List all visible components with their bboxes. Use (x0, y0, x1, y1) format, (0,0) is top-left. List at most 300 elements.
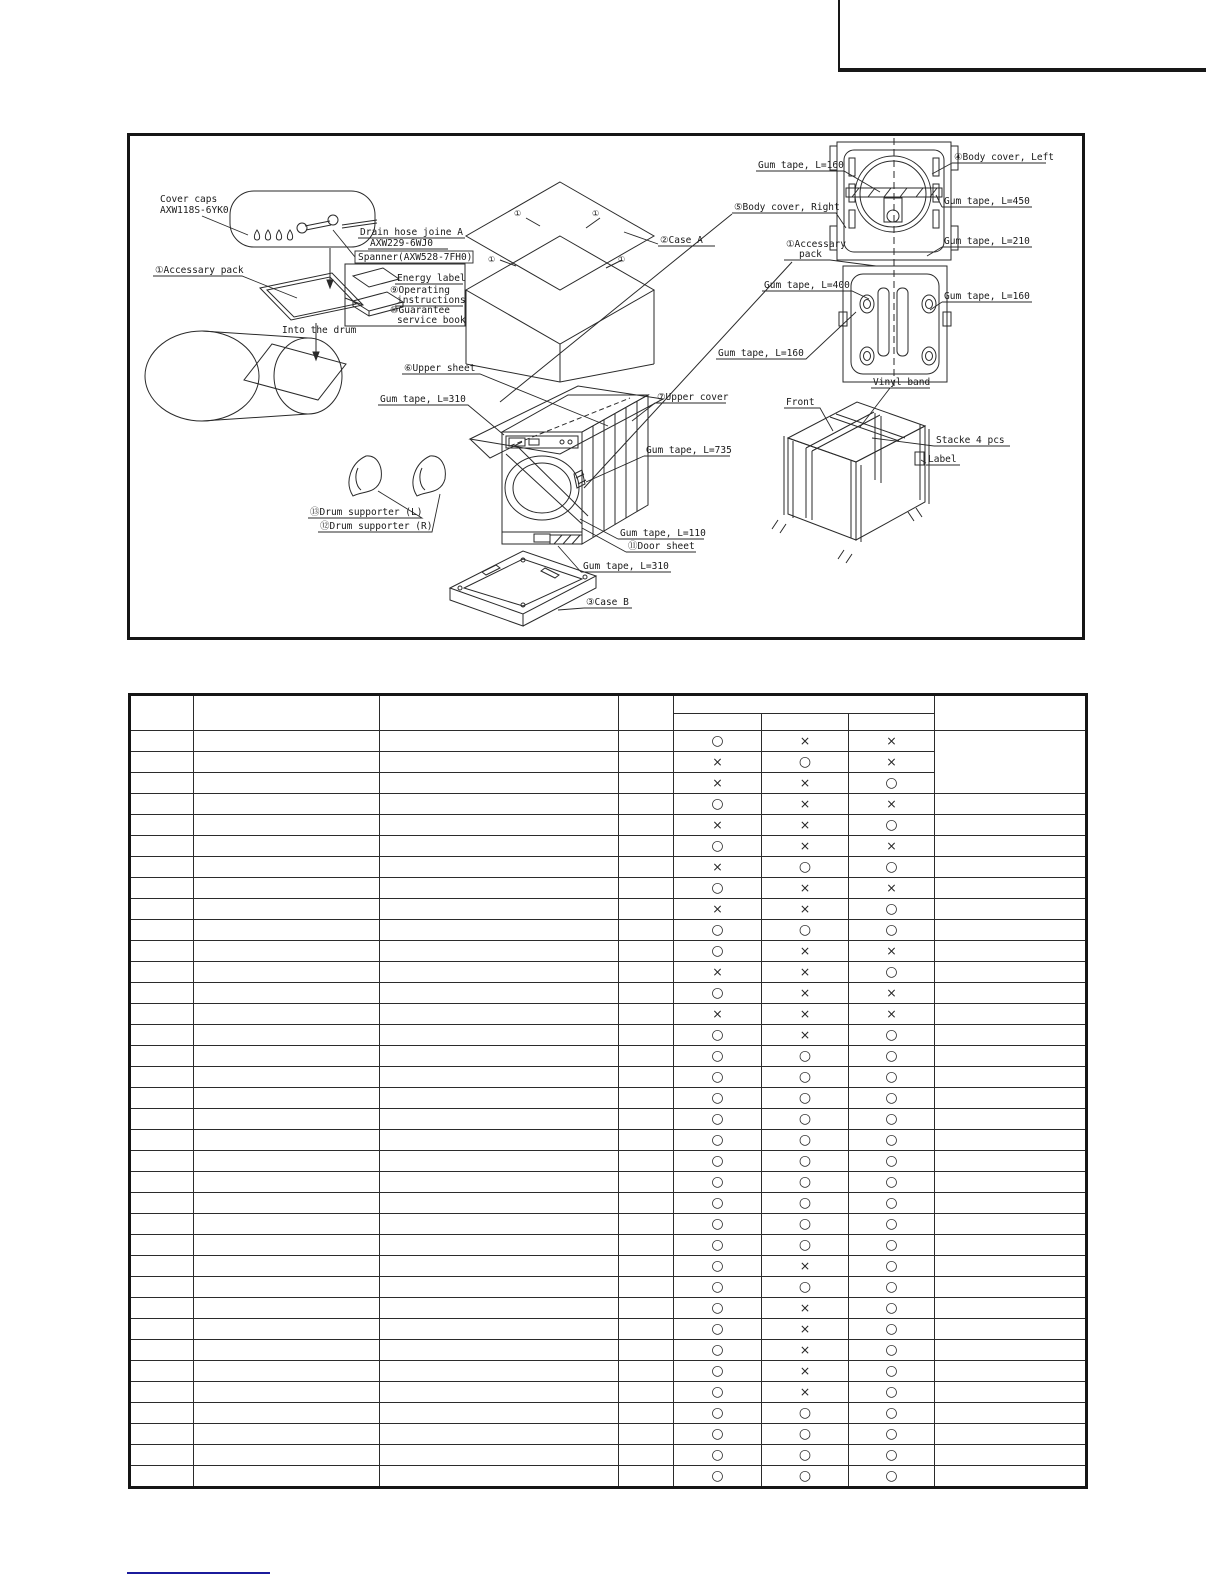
applicability-mark: ○ (762, 1466, 849, 1488)
spanner-label: Spanner(AXW528-7FH0) (358, 252, 473, 263)
table-row (130, 1424, 1087, 1445)
empty-cell (194, 1298, 380, 1319)
empty-cell (380, 752, 619, 773)
applicability-mark: ○ (849, 1193, 935, 1214)
empty-cell (619, 836, 674, 857)
empty-cell (380, 773, 619, 794)
empty-cell (380, 1193, 619, 1214)
applicability-mark: ○ (674, 1340, 762, 1361)
drain-hose-label: Drain hose joine A (360, 227, 463, 238)
applicability-mark: × (849, 1004, 935, 1025)
applicability-mark: × (674, 752, 762, 773)
applicability-mark: ○ (849, 1298, 935, 1319)
washer-drawing (470, 386, 663, 544)
empty-cell (619, 1445, 674, 1466)
applicability-mark: × (849, 731, 935, 752)
gum-tape-310-label-b: Gum tape, L=310 (583, 561, 669, 572)
case-a-drawing (466, 182, 654, 382)
empty-cell (619, 1277, 674, 1298)
vinyl-band-label: Vinyl band (873, 377, 931, 388)
empty-cell (380, 920, 619, 941)
applicability-mark: ○ (849, 1256, 935, 1277)
remark-cell (935, 878, 1087, 899)
empty-cell (194, 1424, 380, 1445)
table-row (130, 1256, 1087, 1277)
applicability-mark: × (762, 731, 849, 752)
remark-cell (935, 1298, 1087, 1319)
empty-cell (380, 1088, 619, 1109)
empty-cell (380, 1277, 619, 1298)
empty-cell (619, 1424, 674, 1445)
applicability-mark: × (674, 857, 762, 878)
table-row (130, 1445, 1087, 1466)
applicability-mark: × (674, 899, 762, 920)
applicability-mark: ○ (849, 815, 935, 836)
applicability-mark: × (849, 794, 935, 815)
remark-cell (935, 1193, 1087, 1214)
header-part-name (194, 695, 380, 731)
table-row (130, 899, 1087, 920)
empty-cell (130, 983, 194, 1004)
empty-cell (619, 1046, 674, 1067)
gum-tape-210-label: Gum tape, L=210 (944, 236, 1030, 247)
packing-diagram-panel (127, 133, 1085, 640)
empty-cell (194, 983, 380, 1004)
header-model-2 (762, 714, 849, 731)
empty-cell (194, 920, 380, 941)
empty-cell (194, 1046, 380, 1067)
empty-cell (619, 1004, 674, 1025)
into-the-drum-label: Into the drum (282, 325, 357, 336)
remark-cell (935, 1382, 1087, 1403)
applicability-mark: ○ (849, 1235, 935, 1256)
applicability-mark: ○ (849, 920, 935, 941)
applicability-mark: ○ (849, 1424, 935, 1445)
table-row (130, 1235, 1087, 1256)
packing-table-body (130, 731, 1087, 1488)
applicability-mark: ○ (849, 899, 935, 920)
table-row (130, 878, 1087, 899)
remark-cell (935, 1109, 1087, 1130)
empty-cell (619, 941, 674, 962)
applicability-mark: × (674, 962, 762, 983)
empty-cell (194, 1025, 380, 1046)
applicability-mark: ○ (674, 1067, 762, 1088)
empty-cell (130, 815, 194, 836)
remark-cell (935, 983, 1087, 1004)
empty-cell (619, 773, 674, 794)
empty-cell (130, 1319, 194, 1340)
empty-cell (194, 752, 380, 773)
empty-cell (380, 1361, 619, 1382)
table-row (130, 1340, 1087, 1361)
empty-cell (130, 920, 194, 941)
empty-cell (194, 1256, 380, 1277)
empty-cell (619, 731, 674, 752)
applicability-mark: ○ (762, 1445, 849, 1466)
gum-tape-735-label: Gum tape, L=735 (646, 445, 732, 456)
remark-cell (935, 1361, 1087, 1382)
remark-cell (935, 1235, 1087, 1256)
empty-cell (619, 1172, 674, 1193)
applicability-mark: ○ (674, 1382, 762, 1403)
operating-instructions-label-2: instructions (397, 295, 466, 306)
remark-cell (935, 899, 1087, 920)
applicability-mark: ○ (849, 1109, 935, 1130)
empty-cell (619, 1025, 674, 1046)
gum-tape-310-label-a: Gum tape, L=310 (380, 394, 466, 405)
empty-cell (194, 1067, 380, 1088)
applicability-mark: ○ (762, 920, 849, 941)
empty-cell (380, 941, 619, 962)
applicability-mark: × (674, 1004, 762, 1025)
applicability-mark: × (762, 815, 849, 836)
empty-cell (380, 1109, 619, 1130)
body-cover-top-view-drawing (830, 138, 958, 386)
applicability-mark: ○ (674, 1256, 762, 1277)
remark-cell (935, 1046, 1087, 1067)
applicability-mark: ○ (849, 1382, 935, 1403)
applicability-mark: ○ (849, 1361, 935, 1382)
body-cover-left-label: ④Body cover, Left (954, 152, 1055, 163)
flap-mark: ① (488, 255, 496, 264)
applicability-mark: ○ (674, 1046, 762, 1067)
title-block-rule-vertical (838, 0, 840, 68)
empty-cell (194, 1382, 380, 1403)
empty-cell (130, 1151, 194, 1172)
empty-cell (619, 962, 674, 983)
empty-cell (619, 1088, 674, 1109)
empty-cell (619, 983, 674, 1004)
empty-cell (194, 1277, 380, 1298)
empty-cell (619, 1109, 674, 1130)
empty-cell (380, 1298, 619, 1319)
table-row (130, 857, 1087, 878)
remark-cell (935, 1151, 1087, 1172)
applicability-mark: ○ (849, 1466, 935, 1488)
empty-cell (380, 1319, 619, 1340)
table-row (130, 1151, 1087, 1172)
applicability-mark: ○ (674, 941, 762, 962)
empty-cell (194, 962, 380, 983)
empty-cell (130, 794, 194, 815)
applicability-mark: × (762, 1361, 849, 1382)
remark-cell (935, 836, 1087, 857)
applicability-mark: ○ (674, 1193, 762, 1214)
empty-cell (194, 1130, 380, 1151)
remark-cell (935, 1277, 1087, 1298)
header-part-number (380, 695, 619, 731)
empty-cell (130, 1172, 194, 1193)
applicability-mark: ○ (849, 1151, 935, 1172)
applicability-mark: ○ (849, 1340, 935, 1361)
table-row (130, 920, 1087, 941)
empty-cell (194, 1445, 380, 1466)
empty-cell (380, 836, 619, 857)
remark-cell (935, 857, 1087, 878)
upper-cover-label: ⑦Upper cover (657, 392, 729, 403)
empty-cell (130, 1046, 194, 1067)
table-row (130, 1088, 1087, 1109)
cover-caps-label: Cover caps (160, 194, 218, 205)
empty-cell (380, 1340, 619, 1361)
accessory-bag-drawing (230, 191, 377, 288)
applicability-mark: ○ (674, 1172, 762, 1193)
table-row (130, 1004, 1087, 1025)
applicability-mark: × (674, 773, 762, 794)
empty-cell (130, 1298, 194, 1319)
flap-mark: ① (618, 255, 626, 264)
applicability-mark: ○ (674, 1130, 762, 1151)
empty-cell (194, 878, 380, 899)
operating-instructions-label-1: ⑨Operating (390, 285, 450, 296)
applicability-mark: ○ (849, 1277, 935, 1298)
applicability-mark: × (762, 773, 849, 794)
applicability-mark: ○ (762, 1067, 849, 1088)
empty-cell (380, 1445, 619, 1466)
carton-label-label: Label (928, 454, 957, 465)
empty-cell (130, 1193, 194, 1214)
remark-cell (935, 1088, 1087, 1109)
cover-caps-partno: AXW118S-6YK0 (160, 205, 229, 216)
empty-cell (619, 1382, 674, 1403)
empty-cell (619, 857, 674, 878)
empty-cell (130, 1382, 194, 1403)
empty-cell (380, 794, 619, 815)
remark-cell (935, 1025, 1087, 1046)
applicability-mark: × (762, 1025, 849, 1046)
applicability-mark: ○ (849, 1445, 935, 1466)
table-row (130, 983, 1087, 1004)
empty-cell (380, 1214, 619, 1235)
empty-cell (130, 878, 194, 899)
empty-cell (130, 1214, 194, 1235)
table-row (130, 962, 1087, 983)
remark-cell (935, 962, 1087, 983)
applicability-mark: ○ (849, 1319, 935, 1340)
applicability-mark: × (849, 836, 935, 857)
applicability-mark: ○ (849, 1214, 935, 1235)
empty-cell (130, 1466, 194, 1488)
table-row (130, 731, 1087, 752)
table-row (130, 1361, 1087, 1382)
table-row (130, 1214, 1087, 1235)
drum-supporter-r-label: ⑫Drum supporter (R) (320, 521, 433, 532)
empty-cell (619, 1361, 674, 1382)
empty-cell (130, 962, 194, 983)
applicability-mark: ○ (762, 1109, 849, 1130)
packed-box-drawing (772, 402, 929, 563)
header-model-3 (849, 714, 935, 731)
remark-cell (935, 794, 1087, 815)
empty-cell (619, 1235, 674, 1256)
door-sheet-label: ⑪Door sheet (628, 541, 695, 552)
empty-cell (619, 899, 674, 920)
remark-cell (935, 731, 1087, 794)
empty-cell (130, 941, 194, 962)
applicability-mark: ○ (762, 1403, 849, 1424)
applicability-mark: ○ (674, 1088, 762, 1109)
empty-cell (130, 1277, 194, 1298)
empty-cell (619, 1256, 674, 1277)
empty-cell (130, 1361, 194, 1382)
applicability-mark: ○ (762, 1424, 849, 1445)
empty-cell (619, 1466, 674, 1488)
empty-cell (380, 962, 619, 983)
applicability-mark: ○ (674, 1235, 762, 1256)
empty-cell (194, 1403, 380, 1424)
accessary-pack-label: ①Accessary pack (155, 265, 244, 276)
empty-cell (130, 752, 194, 773)
empty-cell (130, 836, 194, 857)
empty-cell (380, 899, 619, 920)
empty-cell (194, 1088, 380, 1109)
gum-tape-160-label-b: Gum tape, L=160 (944, 291, 1030, 302)
applicability-mark: ○ (762, 1172, 849, 1193)
flap-mark: ① (514, 209, 522, 218)
remark-cell (935, 941, 1087, 962)
header-ref (130, 695, 194, 731)
applicability-mark: ○ (762, 1151, 849, 1172)
empty-cell (619, 920, 674, 941)
remark-cell (935, 1214, 1087, 1235)
title-block-rule-horizontal (838, 68, 1206, 72)
case-b-drawing (450, 551, 596, 626)
empty-cell (380, 1424, 619, 1445)
empty-cell (194, 1004, 380, 1025)
gum-tape-450-label: Gum tape, L=450 (944, 196, 1030, 207)
applicability-mark: ○ (674, 1025, 762, 1046)
applicability-mark: ○ (762, 1235, 849, 1256)
upper-sheet-label: ⑥Upper sheet (404, 363, 476, 374)
table-row (130, 1298, 1087, 1319)
empty-cell (130, 857, 194, 878)
applicability-mark: × (762, 1256, 849, 1277)
packing-parts-table (128, 693, 1088, 1489)
empty-cell (194, 1340, 380, 1361)
remark-cell (935, 1403, 1087, 1424)
empty-cell (619, 1340, 674, 1361)
empty-cell (130, 1130, 194, 1151)
applicability-mark: ○ (849, 857, 935, 878)
applicability-mark: ○ (674, 794, 762, 815)
applicability-mark: ○ (674, 920, 762, 941)
applicability-mark: ○ (762, 1193, 849, 1214)
header-qty (619, 695, 674, 731)
case-a-label: ②Case A (660, 235, 703, 246)
empty-cell (619, 1193, 674, 1214)
applicability-mark: ○ (849, 1088, 935, 1109)
gum-tape-400-label: Gum tape, L=400 (764, 280, 850, 291)
empty-cell (130, 1445, 194, 1466)
applicability-mark: × (762, 899, 849, 920)
flap-mark: ① (592, 209, 600, 218)
gum-tape-160-label-a: Gum tape, L=160 (758, 160, 844, 171)
applicability-mark: × (762, 941, 849, 962)
table-row (130, 1067, 1087, 1088)
header-model-group (674, 695, 935, 714)
applicability-mark: ○ (849, 1025, 935, 1046)
remark-cell (935, 1466, 1087, 1488)
remark-cell (935, 920, 1087, 941)
table-row (130, 1319, 1087, 1340)
applicability-mark: × (762, 1319, 849, 1340)
remark-cell (935, 1424, 1087, 1445)
empty-cell (194, 1235, 380, 1256)
applicability-mark: × (762, 794, 849, 815)
empty-cell (380, 1256, 619, 1277)
applicability-mark: ○ (762, 1214, 849, 1235)
empty-cell (380, 1025, 619, 1046)
table-row (130, 1130, 1087, 1151)
empty-cell (619, 752, 674, 773)
empty-cell (194, 1361, 380, 1382)
empty-cell (130, 1109, 194, 1130)
applicability-mark: × (762, 1340, 849, 1361)
gum-tape-160-label-c: Gum tape, L=160 (718, 348, 804, 359)
empty-cell (194, 794, 380, 815)
applicability-mark: ○ (849, 1172, 935, 1193)
accessary-pack-label-2a: ①Accessary (786, 239, 846, 250)
empty-cell (130, 1403, 194, 1424)
empty-cell (619, 1214, 674, 1235)
remark-cell (935, 1319, 1087, 1340)
applicability-mark: ○ (849, 1046, 935, 1067)
empty-cell (619, 878, 674, 899)
table-row (130, 1172, 1087, 1193)
drain-hose-partno: AXW229-6WJ0 (370, 238, 433, 249)
applicability-mark: × (762, 878, 849, 899)
table-row (130, 1382, 1087, 1403)
empty-cell (194, 1193, 380, 1214)
empty-cell (130, 731, 194, 752)
empty-cell (380, 1067, 619, 1088)
table-row (130, 1109, 1087, 1130)
applicability-mark: ○ (674, 1424, 762, 1445)
applicability-mark: ○ (762, 857, 849, 878)
empty-cell (194, 1319, 380, 1340)
empty-cell (130, 1340, 194, 1361)
empty-cell (619, 1151, 674, 1172)
empty-cell (619, 1067, 674, 1088)
applicability-mark: ○ (674, 878, 762, 899)
table-row (130, 794, 1087, 815)
empty-cell (619, 1403, 674, 1424)
empty-cell (194, 815, 380, 836)
accessary-pack-label-2b: pack (799, 249, 822, 260)
empty-cell (380, 1403, 619, 1424)
drum-supporter-l-label: ⑬Drum supporter (L) (310, 507, 423, 518)
applicability-mark: ○ (674, 1109, 762, 1130)
empty-cell (619, 794, 674, 815)
footer-link-underline[interactable] (127, 1572, 270, 1574)
empty-cell (130, 1424, 194, 1445)
table-row (130, 1277, 1087, 1298)
remark-cell (935, 1172, 1087, 1193)
applicability-mark: × (674, 815, 762, 836)
table-row (130, 941, 1087, 962)
empty-cell (194, 899, 380, 920)
empty-cell (380, 983, 619, 1004)
applicability-mark: ○ (674, 983, 762, 1004)
empty-cell (380, 1046, 619, 1067)
empty-cell (130, 1025, 194, 1046)
empty-cell (380, 731, 619, 752)
table-row (130, 836, 1087, 857)
remark-cell (935, 1130, 1087, 1151)
empty-cell (380, 857, 619, 878)
empty-cell (130, 1256, 194, 1277)
